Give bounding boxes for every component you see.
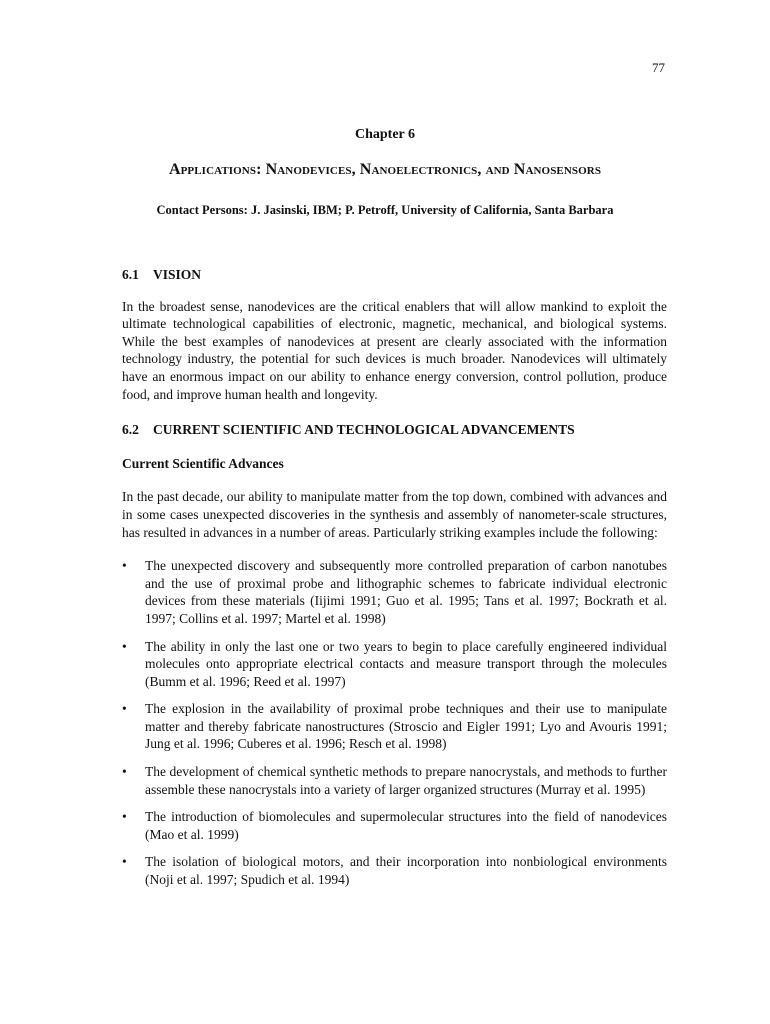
list-item (122, 557, 667, 627)
contact-persons: Contact Persons: J. Jasinski, IBM; P. Petroff, University of California, Santa Barbara (156, 203, 614, 217)
bullet-icon: • (122, 638, 127, 654)
page-content (122, 266, 667, 899)
list-item (122, 638, 667, 691)
list-item (122, 763, 667, 798)
chapter-label: Chapter 6 (354, 127, 416, 142)
section-title: CURRENT SCIENTIFIC AND TECHNOLOGICAL ADVANCEMENTS (153, 422, 575, 438)
bullet-icon: • (122, 809, 127, 825)
section-title: VISION (153, 267, 202, 282)
bullet-icon: • (122, 764, 127, 780)
list-item (122, 808, 667, 843)
advancements-paragraph: In the past decade, our ability to manipulate matter from the top down, combined with advances and in some cases unexpected discoveries in the synthesis and assembly of nanometer-scale structures, has resulted in advances in a number of areas. Particularly striking examples include the following: (122, 489, 667, 540)
chapter-title: Applications: Nanodevices, Nanoelectronics, and Nanosensors (168, 161, 602, 178)
bullet-icon: • (122, 854, 127, 870)
page-number: 77 (652, 60, 665, 75)
list-item-text: The development of chemical synthetic methods to prepare nanocrystals, and methods to further assemble these nanocrystals into a variety of larger organized structures (Murray et al. 1995) (145, 764, 667, 797)
list-item (122, 700, 667, 753)
vision-paragraph: In the broadest sense, nanodevices are the critical enablers that will allow mankind to exploit the ultimate technological capabilities of electronic, magnetic, mechanical, and biological systems. While the best examples of nanodevices at present are clearly associated with the information technology industry, the potential for such devices is much broader. Nanodevices will ultimately have an enormous impact on our ability to enhance energy conversion, control pollution, produce food, and improve human health and longevity. (122, 298, 667, 402)
list-item-text: The unexpected discovery and subsequently more controlled preparation of carbon nanotubes and the use of proximal probe and lithographic schemes to fabricate individual electronic devices from these materials (Iijimi 1991; Guo et al. 1995; Tans et al. 1997; Bockrath et al. 1997; Collins et al. 1997; Martel et al. 1998) (145, 558, 667, 626)
list-item-text: The isolation of biological motors, and their incorporation into nonbiological environments (Noji et al. 1997; Spudich et al. 1994) (145, 854, 667, 888)
section-number: 6.2 (122, 422, 139, 438)
advances-list (122, 557, 667, 889)
list-item-text: The ability in only the last one or two years to begin to place carefully engineered individual molecules onto appropriate electrical contacts and measure transport through the molecules (Bumm et al. 1996; Reed et al. 1997) (145, 638, 667, 689)
subsection-heading: Current Scientific Advances (122, 455, 284, 471)
bullet-icon: • (122, 558, 127, 574)
list-item (122, 853, 667, 888)
section-heading-advancements (122, 421, 667, 439)
section-heading-vision (122, 266, 667, 284)
bullet-icon: • (122, 701, 127, 717)
list-item-text: The introduction of biomolecules and supermolecular structures into the field of nanodevices (Mao et al. 1999) (145, 809, 667, 842)
list-item-text: The explosion in the availability of proximal probe techniques and their use to manipulate matter and thereby fabricate nanostructures (Stroscio and Eigler 1991; Lyo and Avouris 1991; Jung et al. 1996; Cuberes et al. 1996; Resch et al. 1998) (145, 701, 667, 752)
section-number: 6.1 (122, 267, 139, 282)
